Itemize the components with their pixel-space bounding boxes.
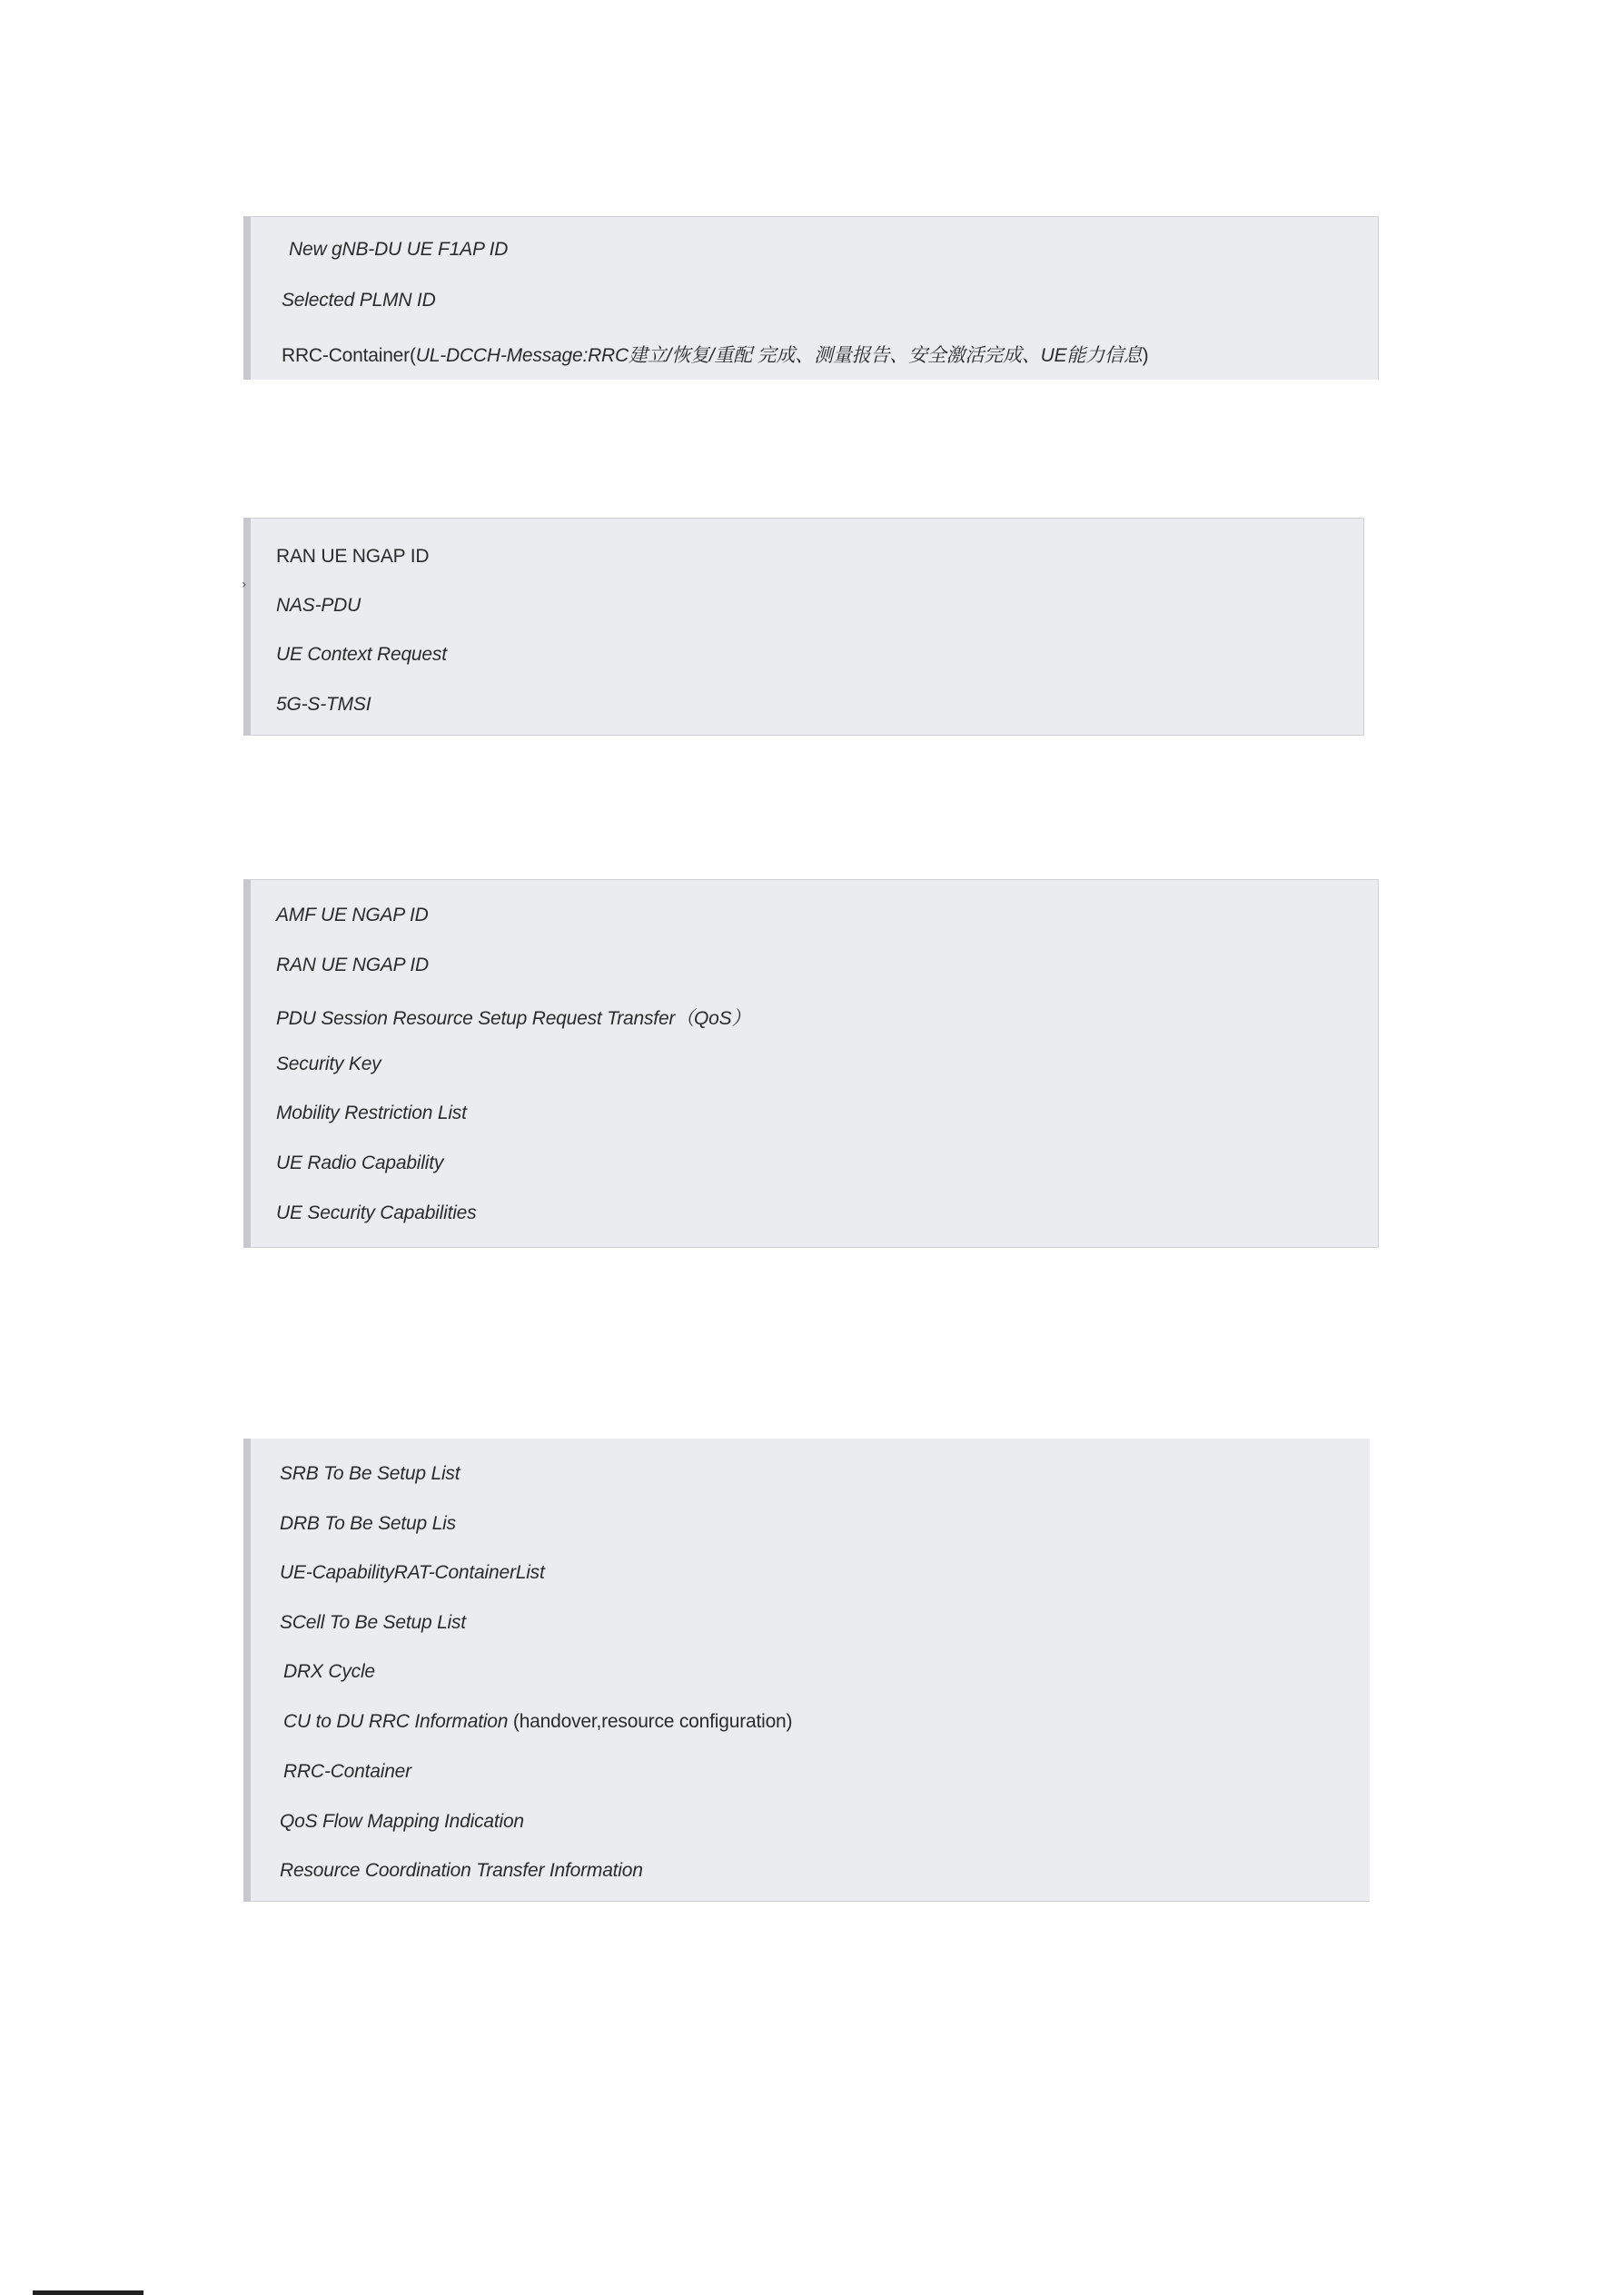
rrc-container-label: RRC-Container( <box>282 345 416 366</box>
rrc-container-close: ) <box>1142 345 1149 366</box>
list-item: UE Security Capabilities <box>276 1202 477 1223</box>
footer-rule <box>33 2290 144 2295</box>
info-panel-1 <box>243 216 1379 380</box>
list-item: RAN UE NGAP ID <box>276 546 430 567</box>
info-panel-2 <box>243 518 1364 736</box>
cu-du-rrc-info-label: CU to DU RRC Information <box>283 1711 509 1732</box>
list-item: New gNB-DU UE F1AP ID <box>289 239 509 260</box>
list-item-rrc-container <box>282 341 1148 368</box>
list-item: DRX Cycle <box>283 1661 375 1682</box>
list-item: 5G-S-TMSI <box>276 694 371 715</box>
list-item: SCell To Be Setup List <box>280 1612 466 1633</box>
list-item: SRB To Be Setup List <box>280 1463 460 1484</box>
list-item: NAS-PDU <box>276 595 361 616</box>
list-item: AMF UE NGAP ID <box>276 905 429 925</box>
list-item: UE Context Request <box>276 644 447 665</box>
list-item: DRB To Be Setup Lis <box>280 1513 456 1534</box>
list-item: Resource Coordination Transfer Information <box>280 1860 643 1881</box>
list-item: PDU Session Resource Setup Request Transfer（QoS） <box>276 1008 751 1029</box>
list-item: Selected PLMN ID <box>282 290 436 311</box>
edge-mark: › <box>242 578 247 592</box>
list-item: UE-CapabilityRAT-ContainerList <box>280 1562 545 1583</box>
list-item: Security Key <box>276 1054 381 1074</box>
list-item: UE Radio Capability <box>276 1152 444 1173</box>
list-item: QoS Flow Mapping Indication <box>280 1811 524 1832</box>
list-item-cu-du-rrc-info <box>283 1711 792 1733</box>
info-panel-4 <box>243 1439 1370 1902</box>
list-item: Mobility Restriction List <box>276 1103 467 1123</box>
cu-du-rrc-info-detail: (handover,resource configuration) <box>508 1711 793 1732</box>
rrc-container-detail: UL-DCCH-Message:RRC建立/恢复/重配 完成、测量报告、安全激活完成、UE能力信息 <box>415 345 1143 366</box>
info-panel-3 <box>243 879 1379 1248</box>
list-item: RAN UE NGAP ID <box>276 955 429 975</box>
list-item: RRC-Container <box>283 1761 411 1782</box>
